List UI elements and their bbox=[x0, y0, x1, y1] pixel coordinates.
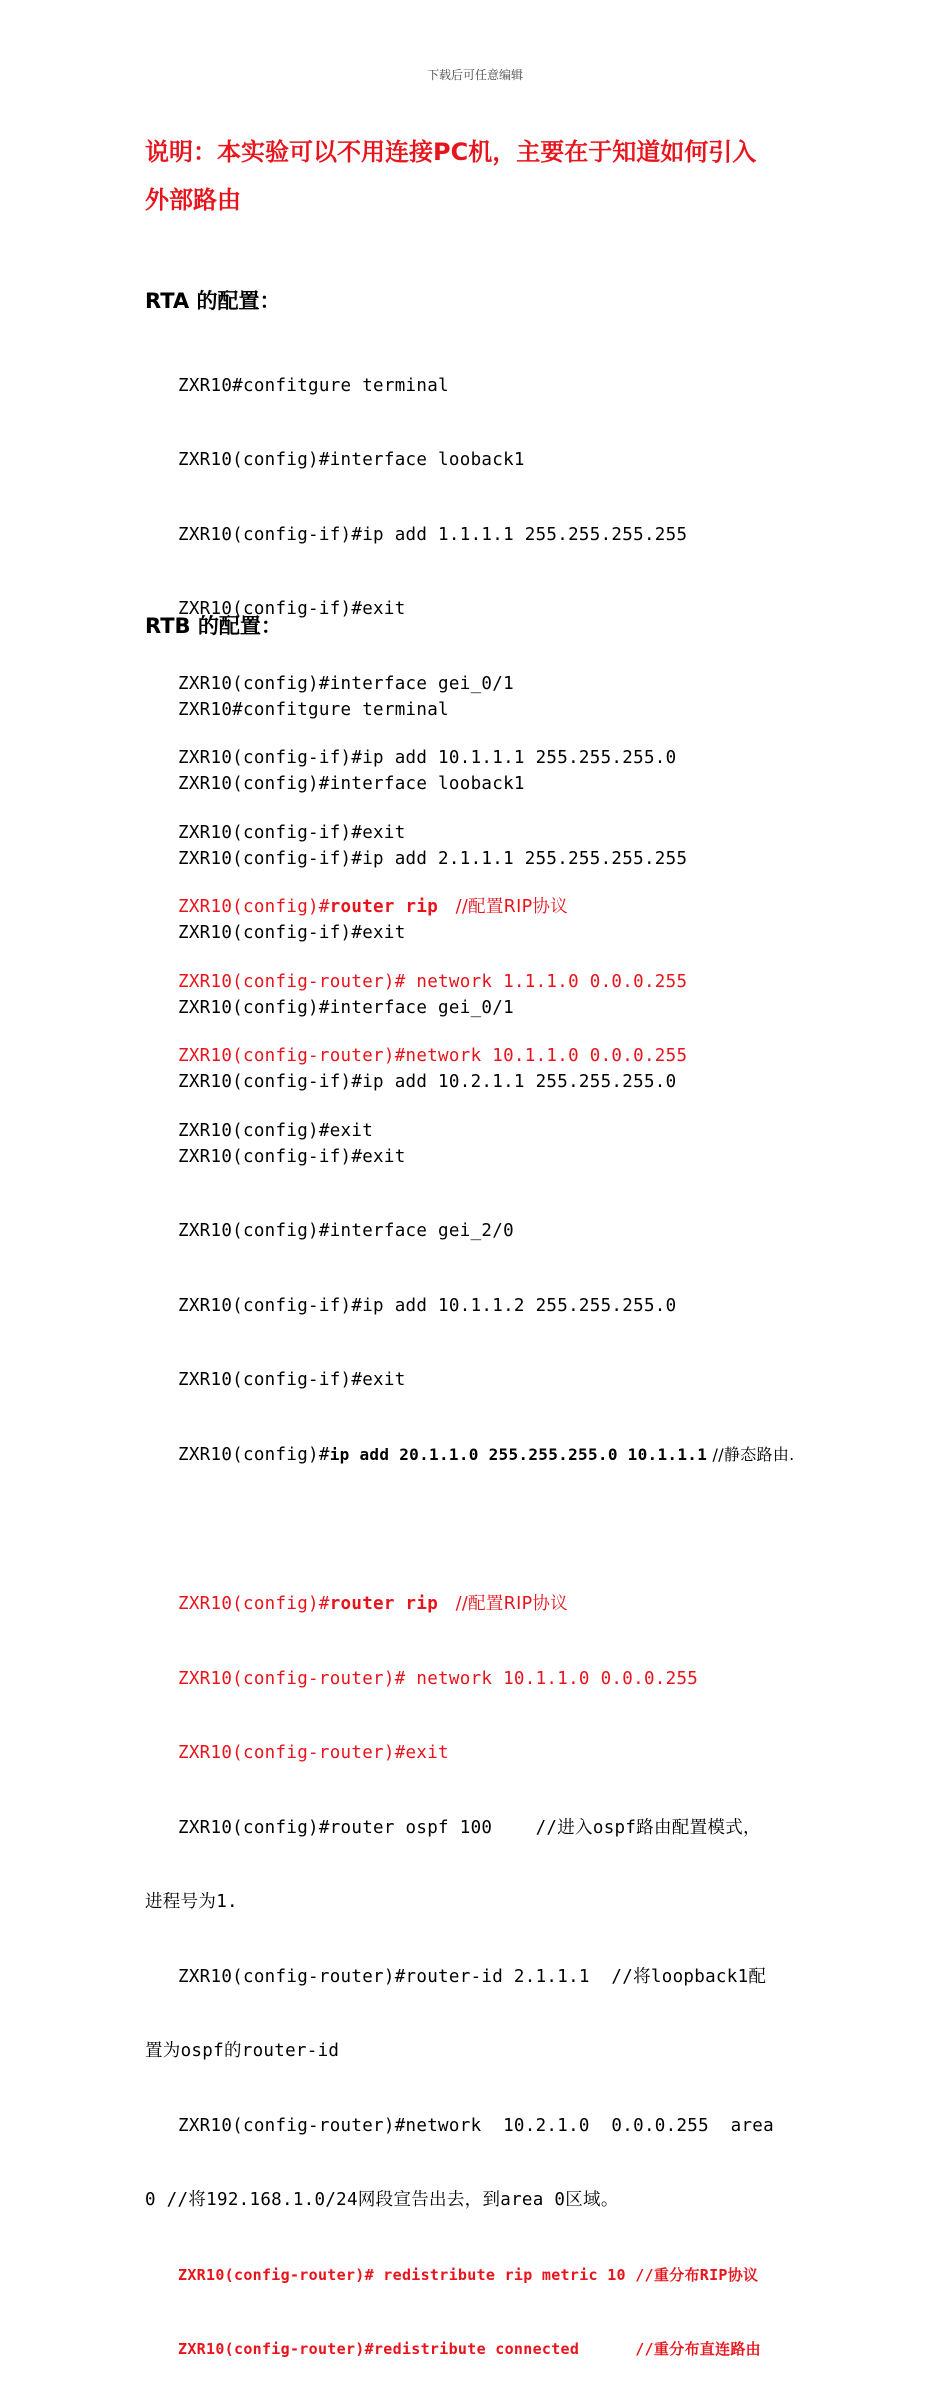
rtb-heading: RTB 的配置： bbox=[145, 614, 282, 638]
code-line-redistribute-connected: ZXR10(config-router)#redistribute connected //重分布直连路由 bbox=[178, 2340, 761, 2359]
code-line: ZXR10(config-if)#exit bbox=[178, 599, 406, 620]
prompt: ZXR10(config)# bbox=[178, 1594, 330, 1615]
code-line: ZXR10(config)#interface gei_0/1 bbox=[178, 673, 514, 694]
command: router rip bbox=[329, 1594, 439, 1615]
command: router rip bbox=[329, 897, 439, 918]
code-line: ZXR10(config-if)#exit bbox=[178, 923, 406, 944]
code-line: ZXR10(config-if)#ip add 2.1.1.1 255.255.255.255 bbox=[178, 848, 688, 869]
code-line: ZXR10#confitgure terminal bbox=[178, 699, 449, 720]
prompt: ZXR10(config)# bbox=[178, 897, 330, 918]
code-line: ZXR10(config-router)# network 1.1.1.0 0.0.0.255 bbox=[178, 971, 688, 992]
code-line-redistribute-rip: ZXR10(config-router)# redistribute rip metric 10 //重分布RIP协议 bbox=[178, 2265, 759, 2284]
code-line: ZXR10(config-if)#exit bbox=[178, 822, 406, 843]
code-line: ZXR10(config)#interface gei_2/0 bbox=[178, 1221, 514, 1242]
code-line: ZXR10(config)#exit bbox=[178, 1121, 374, 1141]
prompt: ZXR10(config)# bbox=[178, 1445, 330, 1465]
code-line-wrap: 0 //将192.168.1.0/24网段宣告出去，到area 0区域。 bbox=[145, 2190, 619, 2211]
code-line-static-route bbox=[145, 1443, 835, 1468]
comment: //静态路由. bbox=[707, 1445, 795, 1464]
comment: //配置RIP协议 bbox=[438, 1594, 569, 1615]
page-header: 下载后可任意编辑 bbox=[426, 68, 523, 82]
comment: //配置RIP协议 bbox=[438, 897, 569, 918]
note-line-1: 说明：本实验可以不用连接PC机，主要在于知道如何引入 bbox=[145, 138, 757, 166]
note-paragraph bbox=[145, 128, 825, 224]
note-line-2: 外部路由 bbox=[145, 186, 241, 214]
code-line: ZXR10(config-router)#router-id 2.1.1.1 //将loopback1配 bbox=[178, 1966, 767, 1987]
code-line: ZXR10(config)#interface looback1 bbox=[178, 450, 525, 471]
code-line: ZXR10(config-if)#ip add 10.2.1.1 255.255.255.0 bbox=[178, 1072, 677, 1093]
code-line: ZXR10#confitgure terminal bbox=[178, 375, 449, 396]
code-line-rip bbox=[145, 1592, 835, 1617]
code-line: ZXR10(config)#router ospf 100 //进入ospf路由配置模式， bbox=[178, 1817, 761, 1838]
code-line: ZXR10(config-if)#ip add 1.1.1.1 255.255.255.255 bbox=[178, 524, 688, 545]
blank-line bbox=[145, 1518, 835, 1543]
code-line-wrap: 进程号为1. bbox=[145, 1892, 238, 1913]
command: ip add 20.1.1.0 255.255.255.0 10.1.1.1 bbox=[329, 1445, 708, 1464]
rtb-config-block bbox=[145, 648, 835, 2387]
code-line: ZXR10(config-if)#ip add 10.1.1.1 255.255.255.0 bbox=[178, 748, 677, 769]
code-line: ZXR10(config)#interface gei_0/1 bbox=[178, 997, 514, 1018]
code-line: ZXR10(config)#interface looback1 bbox=[178, 774, 525, 795]
code-line: ZXR10(config-if)#ip add 10.1.1.2 255.255.255.0 bbox=[178, 1295, 677, 1316]
code-line: ZXR10(config-router)# network 10.1.1.0 0.0.0.255 bbox=[178, 1668, 699, 1689]
code-line: ZXR10(config-router)#exit bbox=[178, 1743, 449, 1764]
rta-heading: RTA 的配置： bbox=[145, 289, 281, 313]
code-line-wrap: 置为ospf的router-id bbox=[145, 2041, 340, 2062]
code-line: ZXR10(config-if)#exit bbox=[178, 1370, 406, 1391]
code-line: ZXR10(config-router)#network 10.1.1.0 0.0.0.255 bbox=[178, 1046, 688, 1067]
code-line: ZXR10(config-if)#exit bbox=[178, 1146, 406, 1167]
code-line: ZXR10(config-router)#network 10.2.1.0 0.0.0.255 area bbox=[178, 2115, 774, 2136]
